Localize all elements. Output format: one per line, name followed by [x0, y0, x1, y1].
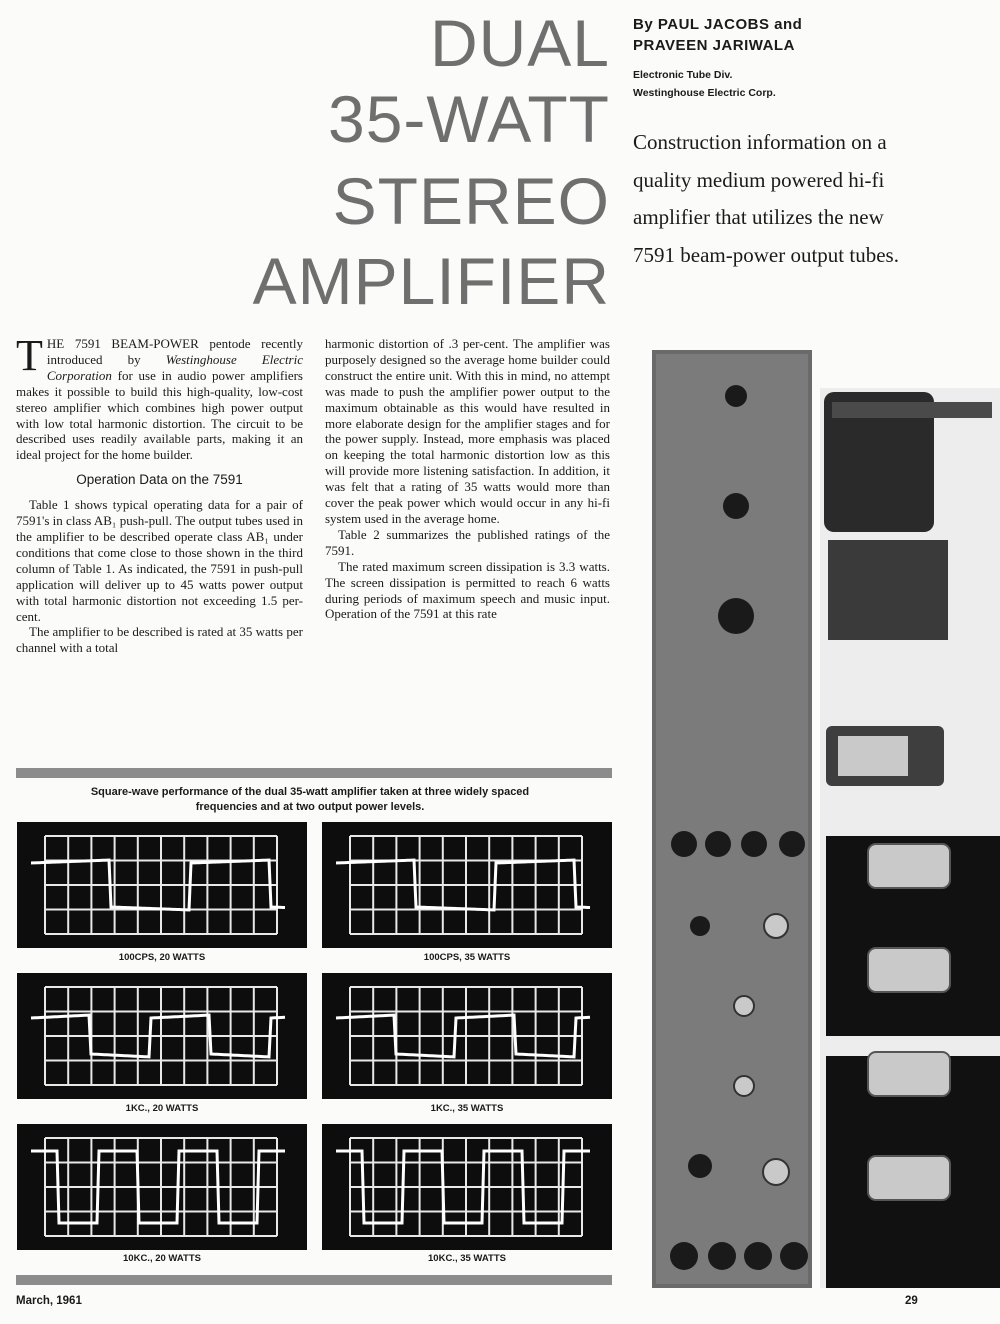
body-column-2	[325, 336, 610, 622]
amplifier-chassis-photo	[632, 336, 1000, 1288]
scope-label-3: 1KC., 20 WATTS	[125, 1103, 199, 1114]
scope-screen	[17, 822, 307, 948]
headline-line-4: AMPLIFIER	[252, 244, 610, 318]
scope-screen	[17, 973, 307, 1099]
byline-line-1: By PAUL JACOBS and	[633, 16, 803, 33]
company-name: Westinghouse Electric Corporation	[46, 351, 303, 383]
affiliation	[633, 66, 776, 102]
headline-line-3: STEREO	[332, 164, 610, 238]
affiliation-line-1: Electronic Tube Div.	[633, 69, 733, 81]
drop-cap: T	[16, 331, 43, 380]
paragraph-table-2: Table 2 summarizes the published ratings of the 7591.	[325, 526, 610, 558]
intro-text-start: HE 7591 BEAM-POWER pentode recently introduced by	[46, 336, 303, 367]
paragraph-table-1: Table 1 shows typical operating data for a pair of 7591's in class AB₁ push-pull. The output tubes used in the amplifier to be described operate class AB₁ under conditions that come close to those shown in the third column of Table 1. As indicated, the 7591 in push-pull application will deliver up to 45 watts power output with total harmonic distortion not exceeding 1.5 per-cent.	[16, 497, 303, 624]
scope-label-2: 100CPS, 35 WATTS	[423, 952, 511, 963]
scope-panel-3	[17, 973, 307, 1099]
scope-screen	[17, 1124, 307, 1250]
scope-label-4: 1KC., 35 WATTS	[430, 1103, 504, 1114]
headline-line-2: 35-WATT	[328, 82, 610, 156]
figure-rule-bottom	[16, 1275, 612, 1285]
scope-panel-1	[17, 822, 307, 948]
scope-screen	[322, 822, 612, 948]
paragraph-intro	[16, 331, 303, 463]
paragraph-rating-continued: harmonic distortion of .3 per-cent. The amplifier was purposely designed so the average home builder could construct the entire unit. With this in mind, no attempt was made to push the amplifier power output to the maximum obtainable as this would have resulted in more elaborate design for the amplifier stages and for the power supply. Instead, more emphasis was placed on keeping the total harmonic distortion low as this will provide more listening satisfaction. In addition, it was felt that a rating of 35 watts would more than cover the peak power which would occur in any hi-fi system used in the average home.	[325, 336, 610, 526]
scope-panel-5	[17, 1124, 307, 1250]
page-number: 29	[905, 1295, 918, 1307]
scope-label-1: 100CPS, 20 WATTS	[118, 952, 206, 963]
body-column-1	[16, 331, 303, 656]
scope-panel-4	[322, 973, 612, 1099]
scope-panel-2	[322, 822, 612, 948]
byline	[633, 14, 802, 56]
scope-panel-6	[322, 1124, 612, 1250]
scope-label-5: 10KC., 20 WATTS	[123, 1253, 201, 1264]
affiliation-line-2: Westinghouse Electric Corp.	[633, 87, 776, 99]
paragraph-screen-dissipation: The rated maximum screen dissipation is 3.3 watts. The screen dissipation is permitted to reach 6 watts during periods of maximum speech and music input. Operation of the 7591 at this rate	[325, 558, 610, 622]
scope-screen	[322, 1124, 612, 1250]
scope-label-6: 10KC., 35 WATTS	[428, 1253, 506, 1264]
paragraph-rating: The amplifier to be described is rated at 35 watts per channel with a total	[16, 624, 303, 656]
section-subhead: Operation Data on the 7591	[76, 472, 243, 488]
deck-summary: Construction information on a quality medium powered hi-fi amplifier that utilizes the new 7591 beam-power output tubes.	[633, 130, 899, 267]
figure-rule-top	[16, 768, 612, 778]
figure-caption: Square-wave performance of the dual 35-watt amplifier taken at three widely spaced frequencies and at two output power levels.	[90, 786, 530, 813]
byline-line-2: PRAVEEN JARIWALA	[633, 37, 795, 54]
footer-date: March, 1961	[16, 1295, 82, 1307]
intro-text-rest: for use in audio power amplifiers makes it possible to build this high-quality, low-cost stereo amplifier which combines high power output with low total harmonic distortion. The circuit to be described uses readily available parts, making it an ideal project for the home builder.	[16, 367, 303, 463]
scope-screen	[322, 973, 612, 1099]
headline-line-1: DUAL	[429, 6, 610, 80]
